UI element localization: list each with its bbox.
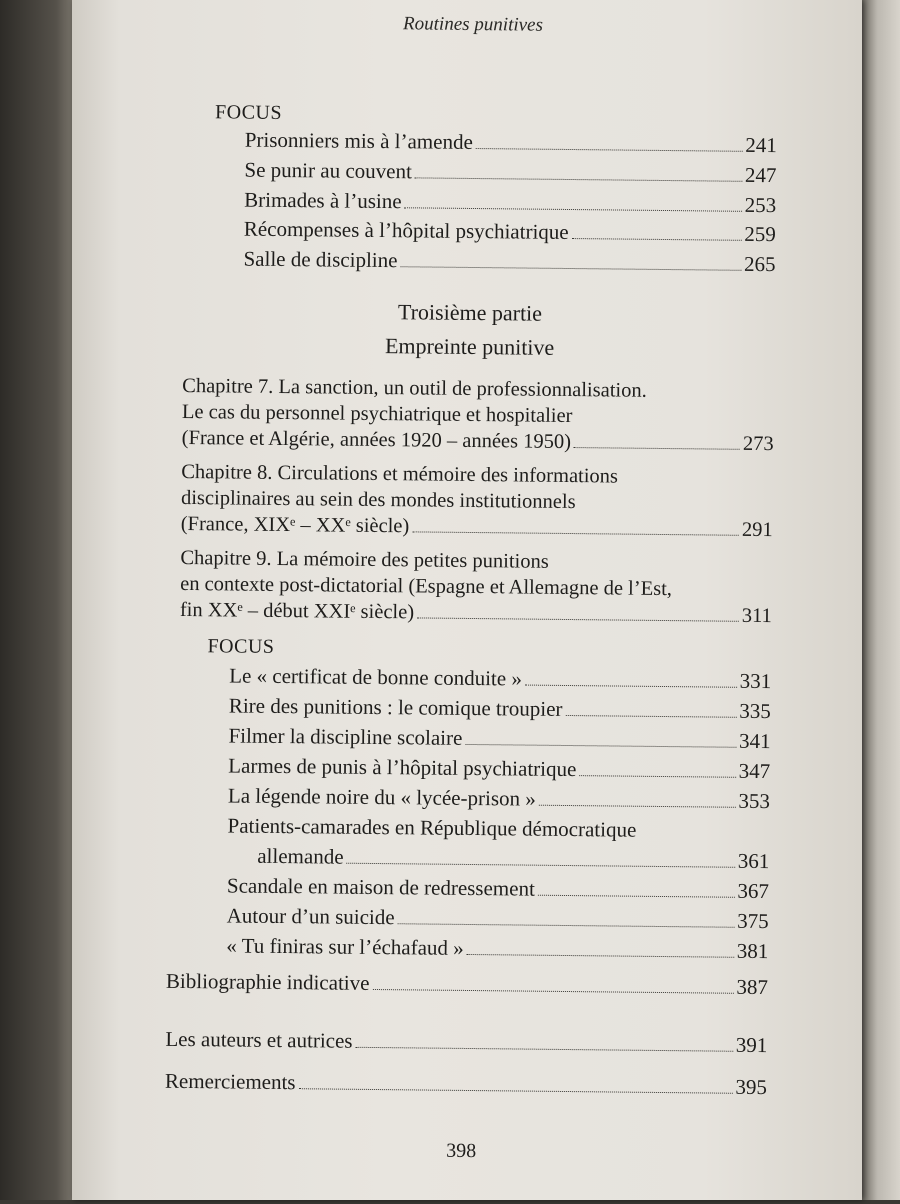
toc-entry-page: 375 (737, 908, 769, 934)
leader-dots (565, 715, 736, 718)
toc-entry-title: Récompenses à l’hôpital psychiatrique (243, 216, 569, 244)
leader-dots (415, 177, 742, 181)
toc-entry-title: Autour d’un suicide (226, 903, 395, 930)
toc-entry-page: 341 (738, 728, 771, 754)
toc-entry (243, 247, 775, 278)
focus-label: FOCUS (214, 101, 283, 124)
leader-dots (405, 207, 742, 212)
leader-dots (398, 923, 735, 928)
toc-entry-page: 353 (738, 788, 771, 814)
chapter-entry (181, 459, 774, 543)
toc-entry-title: Brimades à l’usine (244, 187, 402, 214)
toc-entry-title: Prisonniers mis à l’amende (244, 127, 473, 154)
chapter-line: fin XXᵉ – début XXIᵉ siècle) (179, 598, 415, 624)
leader-dots (417, 617, 739, 621)
toc-entry-page: 247 (744, 162, 777, 188)
toc-entry (229, 693, 771, 724)
chapter-line: (France, XIXᵉ – XXᵉ siècle) (180, 512, 410, 538)
chapter-last-line (182, 425, 774, 457)
toc-entry-title: Bibliographie indicative (165, 968, 370, 995)
toc-entry-page: 381 (736, 938, 769, 964)
chapter-last-line (180, 597, 772, 629)
toc-entry-page: 335 (739, 698, 771, 724)
back-matter-entry (165, 1069, 767, 1100)
toc-entry-title: Le « certificat de bonne conduite » (229, 663, 523, 691)
back-matter-entry (165, 1027, 767, 1058)
toc-entry (227, 813, 769, 844)
toc-entry (227, 903, 769, 934)
chapter-line: disciplinaires au sein des mondes institutionnels (180, 486, 576, 514)
toc-entry-page: 347 (738, 758, 771, 784)
chapter-line: en contexte post-dictatorial (Espagne et Allemagne de l’Est, (180, 572, 673, 601)
leader-dots (372, 989, 733, 994)
toc-entry (257, 844, 769, 874)
toc-entry-page: 361 (737, 848, 770, 874)
toc-entry-title: Scandale en maison de redressement (226, 873, 535, 901)
toc-entry-title: Se punir au couvent (244, 157, 412, 184)
toc-entry-page: 259 (744, 221, 776, 247)
toc-entry-page: 265 (743, 251, 776, 277)
toc-entry-title: Filmer la discipline scolaire (228, 723, 463, 750)
leader-dots (538, 895, 735, 898)
leader-dots (539, 805, 736, 808)
toc-entry (244, 158, 776, 189)
chapter-line: Le cas du personnel psychiatrique et hospitalier (181, 400, 573, 428)
focus-label: FOCUS (207, 635, 275, 658)
part-number: Troisième partie (397, 299, 543, 326)
toc-entry-title: Patients-camarades en République démocratique (227, 813, 637, 842)
toc-entry (228, 723, 770, 754)
toc-entry-title: « Tu finiras sur l’échafaud » (226, 933, 464, 960)
toc-entry-page: 391 (735, 1032, 768, 1058)
toc-entry-page: 367 (737, 878, 770, 904)
leader-dots (476, 148, 742, 152)
toc-entry (228, 753, 770, 784)
toc-entry-title: Les auteurs et autrices (165, 1026, 353, 1053)
toc-entry-page: 241 (745, 132, 777, 158)
leader-dots (465, 744, 736, 748)
toc-entry-title: allemande (257, 843, 344, 869)
toc-entry-page: 395 (735, 1074, 768, 1100)
page-number: 398 (446, 1139, 477, 1163)
toc-entry-page: 253 (744, 192, 777, 218)
chapter-line: Chapitre 9. La mémoire des petites punitions (180, 546, 549, 573)
back-matter-entry (166, 969, 768, 1000)
leader-dots (467, 954, 734, 958)
book-page (72, 0, 862, 1200)
toc-entry (245, 128, 777, 159)
toc-entry-title: Rire des punitions : le comique troupier (228, 693, 563, 721)
adjacent-page-edge (862, 0, 900, 1200)
leader-dots (355, 1047, 732, 1052)
toc-entry (226, 933, 768, 964)
table-of-contents (66, 0, 869, 1204)
chapter-line: Chapitre 7. La sanction, un outil de professionnalisation. (182, 374, 647, 402)
running-head: Routines punitives (402, 13, 544, 36)
chapter-entry (180, 545, 773, 629)
toc-entry-title: Salle de discipline (243, 246, 398, 273)
leader-dots (525, 685, 737, 688)
chapter-page: 291 (741, 518, 773, 542)
leader-dots (579, 775, 735, 778)
part-title: Empreinte punitive (384, 333, 555, 360)
toc-entry (227, 873, 769, 904)
leader-dots (298, 1088, 732, 1094)
toc-entry-page: 331 (739, 668, 772, 694)
chapter-last-line (181, 511, 773, 543)
toc-entry-title: Larmes de punis à l’hôpital psychiatrique (228, 753, 577, 782)
toc-entry-title: La légende noire du « lycée-prison » (227, 783, 536, 811)
leader-dots (400, 266, 741, 271)
toc-entry (244, 217, 776, 248)
chapter-line: Chapitre 8. Circulations et mémoire des informations (181, 460, 619, 488)
leader-dots (572, 238, 742, 241)
toc-entry-title: Remerciements (164, 1068, 296, 1095)
toc-entry (244, 188, 776, 219)
chapter-page: 273 (742, 432, 774, 456)
toc-entry-page: 387 (736, 974, 769, 1000)
toc-entry (229, 663, 771, 694)
chapter-page: 311 (741, 604, 772, 628)
leader-dots (574, 447, 740, 450)
leader-dots (347, 863, 735, 868)
toc-entry (228, 783, 770, 814)
chapter-line: (France et Algérie, années 1920 – années 1950) (181, 426, 572, 454)
chapter-entry (182, 373, 775, 457)
leader-dots (412, 531, 739, 535)
